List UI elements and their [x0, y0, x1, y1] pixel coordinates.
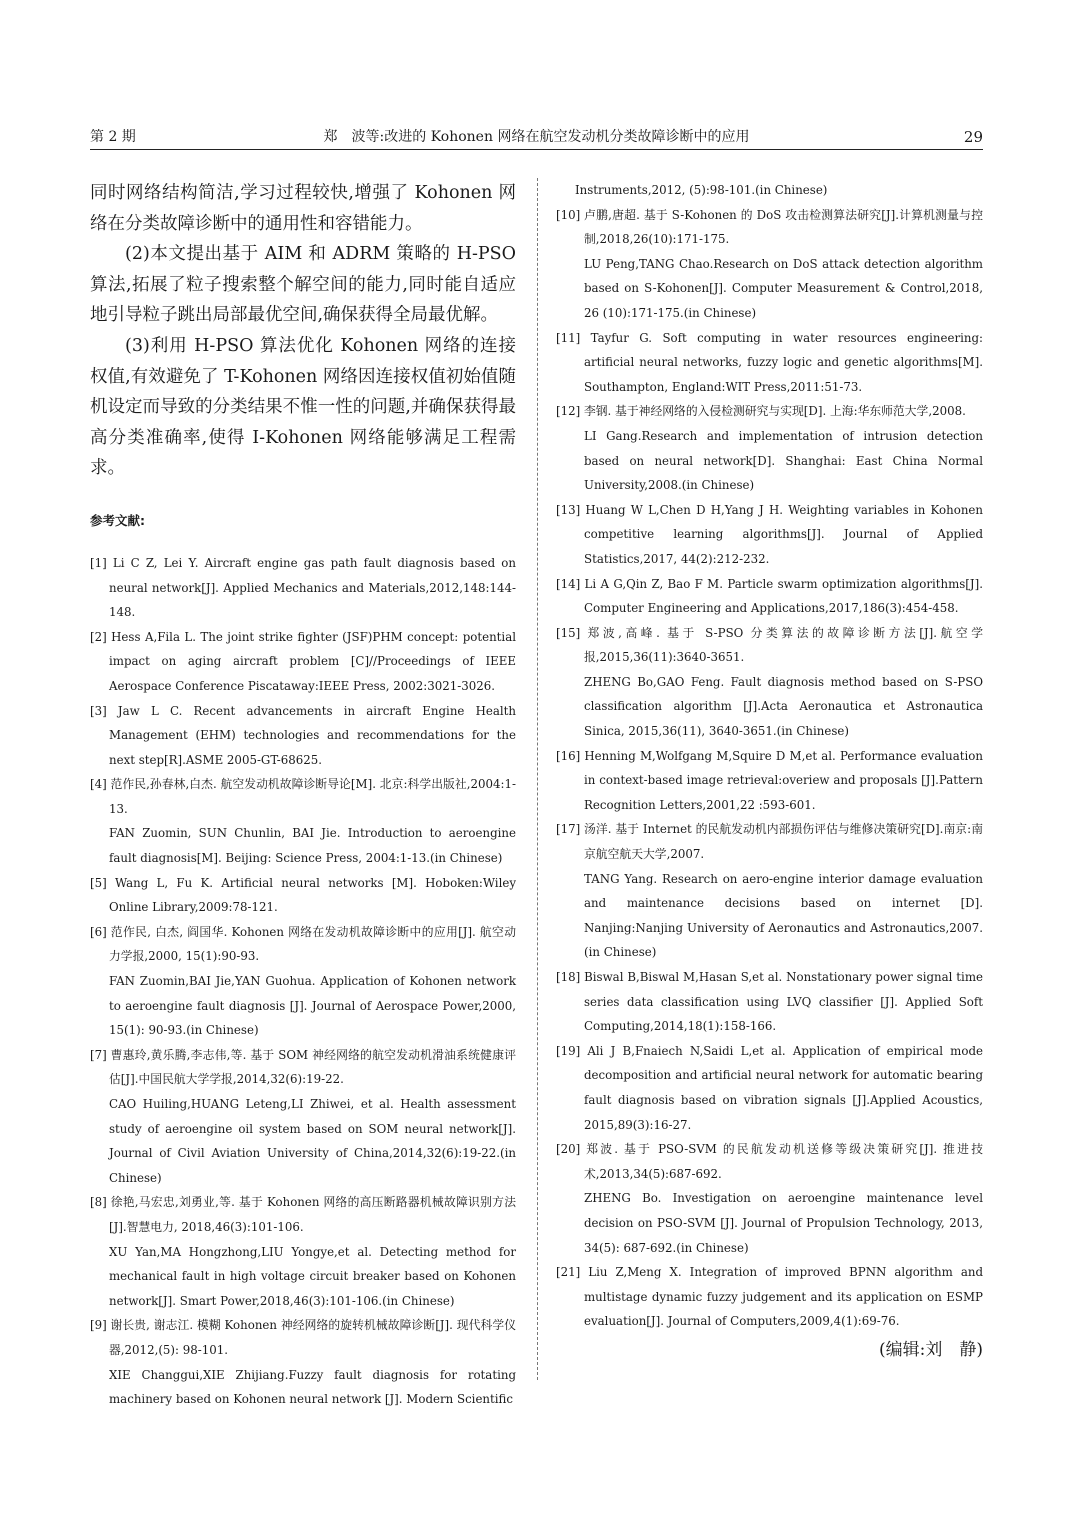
reference-text: [9] 谢长贵, 谢志江. 模糊 Kohonen 神经网络的旋转机械故障诊断[J]. 现代科学仪器,2012,(5): 98-101. — [90, 1318, 516, 1357]
reference-item — [556, 326, 983, 400]
page-number: 29 — [963, 128, 983, 146]
body-paragraph: (2)本文提出基于 AIM 和 ADRM 策略的 H-PSO 算法,拓展了粒子搜索整个解空间的能力,同时能自适应地引导粒子跳出局部最优空间,确保获得全局最优解。 — [90, 244, 516, 326]
reference-translation: XU Yan,MA Hongzhong,LIU Yongye,et al. Detecting method for mechanical fault in high voltage circuit breaker based on Kohonen network[J]. Smart Power,2018,46(3):101-106.(in Chinese) — [109, 1244, 516, 1308]
reference-text: [6] 范作民, 白杰, 阎国华. Kohonen 网络在发动机故障诊断中的应用[J]. 航空动力学报,2000, 15(1):90-93. — [90, 924, 516, 964]
header-rule — [90, 149, 983, 150]
reference-translation: ZHENG Bo. Investigation on aeroengine maintenance level decision on PSO-SVM [J]. Journal of Propulsion Technology, 2013, 34(5): 687-692.(in Chinese) — [584, 1191, 983, 1255]
reference-text: [17] 汤洋. 基于 Internet 的民航发动机内部损伤评估与维修决策研究[D].南京:南京航空航天大学,2007. — [556, 822, 983, 862]
reference-item — [556, 203, 983, 326]
reference-item — [90, 871, 516, 920]
reference-item — [556, 621, 983, 744]
reference-text: [7] 曹惠玲,黄乐腾,李志伟,等. 基于 SOM 神经网络的航空发动机滑油系统健康评估[J].中国民航大学学报,2014,32(6):19-22. — [90, 1047, 516, 1087]
reference-text: [5] Wang L, Fu K. Artificial neural networks [M]. Hoboken:Wiley Online Library,2009:78-121. — [90, 875, 516, 915]
reference-translation: ZHENG Bo,GAO Feng. Fault diagnosis method based on S-PSO classification algorithm [J].Acta Aeronautica et Astronautica Sinica, 2015,36(11), 3640-3651.(in Chinese) — [584, 674, 983, 739]
reference-item — [90, 772, 516, 870]
left-column — [90, 178, 516, 1412]
reference-translation: CAO Huiling,HUANG Leteng,LI Zhiwei, et al. Health assessment study of aeroengine oil system based on SOM neural network[J]. Journal of Civil Aviation University of China,2014,32(6):19-22.(in Chinese) — [109, 1097, 516, 1185]
right-column — [556, 178, 983, 1364]
editor-note: (编辑:刘 静) — [879, 1339, 983, 1360]
reference-item — [90, 551, 516, 625]
reference-item — [90, 625, 516, 699]
body-paragraph: 同时网络结构简洁,学习过程较快,增强了 Kohonen 网络在分类故障诊断中的通用性和容错能力。 — [90, 183, 516, 234]
reference-text: [18] Biswal B,Biswal M,Hasan S,et al. Nonstationary power signal time series data classification using LVQ classifier [J]. Applied Soft Computing,2014,18(1):158-166. — [556, 970, 983, 1034]
reference-item — [556, 399, 983, 497]
reference-text: [19] Ali J B,Fnaiech N,Saidi L,et al. Application of empirical mode decomposition and artificial neural network for automatic bearing fault diagnosis based on vibration signals [J].Applied Acoustics, 2015,89(3):16-27. — [556, 1043, 983, 1132]
reference-continuation — [556, 178, 983, 203]
conclusion-text — [90, 178, 516, 484]
column-divider — [537, 178, 538, 1380]
reference-text: [3] Jaw L C. Recent advancements in aircraft Engine Health Management (EHM) technologies and recommendations for the next step[R].ASME 2005-GT-68625. — [90, 703, 516, 767]
reference-item — [90, 1190, 516, 1313]
reference-item — [556, 965, 983, 1039]
running-header — [90, 126, 983, 148]
reference-item — [556, 744, 983, 818]
reference-item — [556, 498, 983, 572]
reference-item — [90, 920, 516, 1043]
reference-text: [4] 范作民,孙春林,白杰. 航空发动机故障诊断导论[M]. 北京:科学出版社,2004:1-13. — [90, 777, 516, 816]
reference-text: [16] Henning M,Wolfgang M,Squire D M,et al. Performance evaluation in context-based image retrieval:overiew and proposals [J].Pattern Recognition Letters,2001,22 :593-601. — [556, 748, 983, 812]
reference-translation: FAN Zuomin,BAI Jie,YAN Guohua. Application of Kohonen network to aeroengine fault diagnosis [J]. Journal of Aerospace Power,2000, 15(1): 90-93.(in Chinese) — [109, 974, 516, 1038]
reference-translation: TANG Yang. Research on aero-engine interior damage evaluation and maintenance decisions based on internet [D]. Nanjing:Nanjing University of Aeronautics and Astronautics,2007.(in Chinese) — [584, 871, 983, 960]
reference-item — [90, 699, 516, 773]
reference-text: [12] 李钢. 基于神经网络的入侵检测研究与实现[D]. 上海:华东师范大学,2008. — [556, 404, 966, 419]
reference-item — [556, 1260, 983, 1334]
reference-text: [11] Tayfur G. Soft computing in water resources engineering: artificial neural networks, fuzzy logic and genetic algorithms[M]. Southampton, England:WIT Press,2011:51-73. — [556, 330, 983, 394]
issue-label: 第 2 期 — [90, 129, 136, 145]
reference-text: [15] 郑波,高峰. 基于 S-PSO 分类算法的故障诊断方法[J].航空学报,2015,36(11):3640-3651. — [556, 625, 983, 665]
reference-item — [556, 572, 983, 621]
reference-text: [20] 郑波. 基于 PSO-SVM 的民航发动机送修等级决策研究[J]. 推进技术,2013,34(5):687-692. — [556, 1142, 983, 1181]
reference-item — [556, 817, 983, 965]
reference-translation: XIE Changgui,XIE Zhijiang.Fuzzy fault diagnosis for rotating machinery based on Kohonen neural network [J]. Modern Scientific — [109, 1367, 516, 1407]
reference-text: [21] Liu Z,Meng X. Integration of improved BPNN algorithm and multistage dynamic fuzzy judgement and its application on ESMP evaluation[J]. Journal of Computers,2009,4(1):69-76. — [556, 1265, 983, 1329]
reference-text: [2] Hess A,Fila L. The joint strike fighter (JSF)PHM concept: potential impact on aging aircraft problem [C]//Proceedings of IEEE Aerospace Conference Piscataway:IEEE Press, 2002:3021-3026. — [90, 629, 516, 693]
reference-translation: FAN Zuomin, SUN Chunlin, BAI Jie. Introduction to aeroengine fault diagnosis[M]. Beijing: Science Press, 2004:1-13.(in Chinese) — [109, 826, 516, 866]
reference-text: [14] Li A G,Qin Z, Bao F M. Particle swarm optimization algorithms[J]. Computer Engineering and Applications,2017,186(3):454-458. — [556, 576, 983, 616]
reference-text: [8] 徐艳,马宏忠,刘勇业,等. 基于 Kohonen 网络的高压断路器机械故障识别方法[J].智慧电力, 2018,46(3):101-106. — [90, 1195, 516, 1234]
reference-translation: LI Gang.Research and implementation of intrusion detection based on neural network[D]. Shanghai: East China Normal University,2008.(in Chinese) — [584, 428, 983, 493]
body-paragraph: (3)利用 H-PSO 算法优化 Kohonen 网络的连接权值,有效避免了 T-Kohonen 网络因连接权值初始值随机设定而导致的分类结果不惟一性的问题,并确保获得最高分类准确率,使得 I-Kohonen 网络能够满足工程需求。 — [90, 335, 516, 479]
reference-item — [556, 1039, 983, 1137]
reference-translation: LU Peng,TANG Chao.Research on DoS attack detection algorithm based on S-Kohonen[J]. Computer Measurement & Control,2018, 26 (10):171-175.(in Chinese) — [584, 256, 983, 320]
reference-translation: Instruments,2012, (5):98-101.(in Chinese) — [575, 183, 828, 197]
reference-item — [90, 1043, 516, 1191]
reference-item — [90, 1313, 516, 1411]
reference-text: [13] Huang W L,Chen D H,Yang J H. Weighting variables in Kohonen competitive learning algorithms[J]. Journal of Applied Statistics,2017, 44(2):212-232. — [556, 502, 983, 566]
running-title: 郑 波等:改进的 Kohonen 网络在航空发动机分类故障诊断中的应用 — [323, 129, 750, 145]
reference-item — [556, 1137, 983, 1260]
reference-text: [10] 卢鹏,唐超. 基于 S-Kohonen 的 DoS 攻击检测算法研究[J].计算机测量与控制,2018,26(10):171-175. — [556, 207, 983, 247]
references-heading: 参考文献: — [90, 512, 145, 528]
reference-text: [1] Li C Z, Lei Y. Aircraft engine gas path fault diagnosis based on neural network[J]. Applied Mechanics and Materials,2012,148:144-148. — [90, 555, 516, 620]
